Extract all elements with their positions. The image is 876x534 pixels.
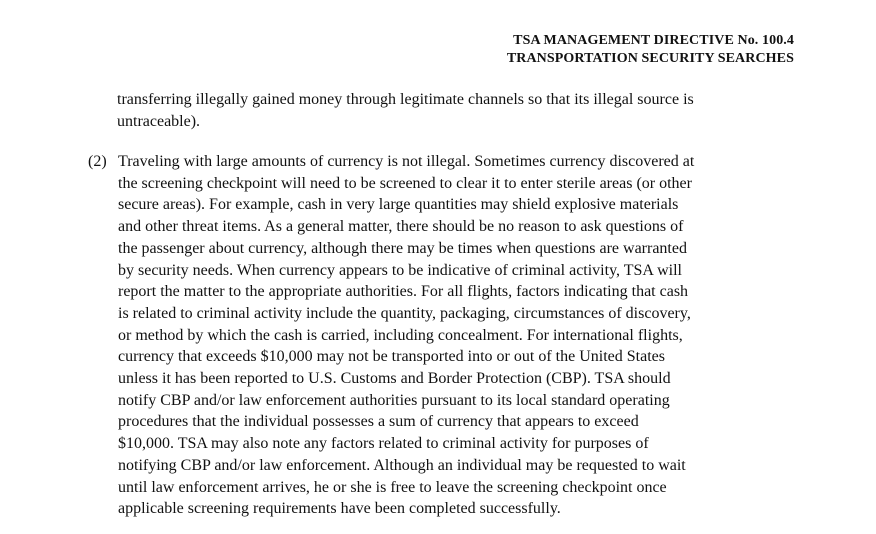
item-body [118,151,808,520]
item-line: currency that exceeds $10,000 may not be transported into or out of the United States [118,348,665,366]
item-line: $10,000. TSA may also note any factors related to criminal activity for purposes of [118,435,649,453]
page-header [507,32,794,68]
item-line: Traveling with large amounts of currency is not illegal. Sometimes currency discovered at [118,153,695,170]
item-line: or method by which the cash is carried, including concealment. For international flights, [118,326,683,344]
paragraph-line: transferring illegally gained money through legitimate channels so that its illegal source is [117,91,694,108]
item-line: the screening checkpoint will need to be screened to clear it to enter sterile areas (or other [118,174,692,192]
item-line: and other threat items. As a general matter, there should be no reason to ask questions of [118,218,684,236]
item-line: by security needs. When currency appears to be indicative of criminal activity, TSA will [118,261,682,279]
continuation-paragraph [117,89,807,133]
item-line: the passenger about currency, although there may be times when questions are warranted [118,239,687,257]
item-line: applicable screening requirements have been completed successfully. [118,500,561,518]
item-line: notifying CBP and/or law enforcement. Although an individual may be requested to wait [118,456,686,474]
header-directive-title: TSA MANAGEMENT DIRECTIVE No. 100.4 [513,33,794,48]
item-line: notify CBP and/or law enforcement authorities pursuant to its local standard operating [118,391,670,409]
item-line: is related to criminal activity include the quantity, packaging, circumstances of discovery, [118,304,691,322]
item-line: unless it has been reported to U.S. Customs and Border Protection (CBP). TSA should [118,370,671,388]
header-directive-subject: TRANSPORTATION SECURITY SEARCHES [506,51,794,66]
item-line: until law enforcement arrives, he or she is free to leave the screening checkpoint once [118,478,667,496]
item-number-label: (2) [88,153,107,170]
item-line: report the matter to the appropriate authorities. For all flights, factors indicating that cash [118,283,689,301]
paragraph-line: untraceable). [117,113,201,130]
item-line: secure areas). For example, cash in very large quantities may shield explosive materials [118,196,679,214]
item-line: procedures that the individual possesses a sum of currency that appears to exceed [118,413,639,431]
